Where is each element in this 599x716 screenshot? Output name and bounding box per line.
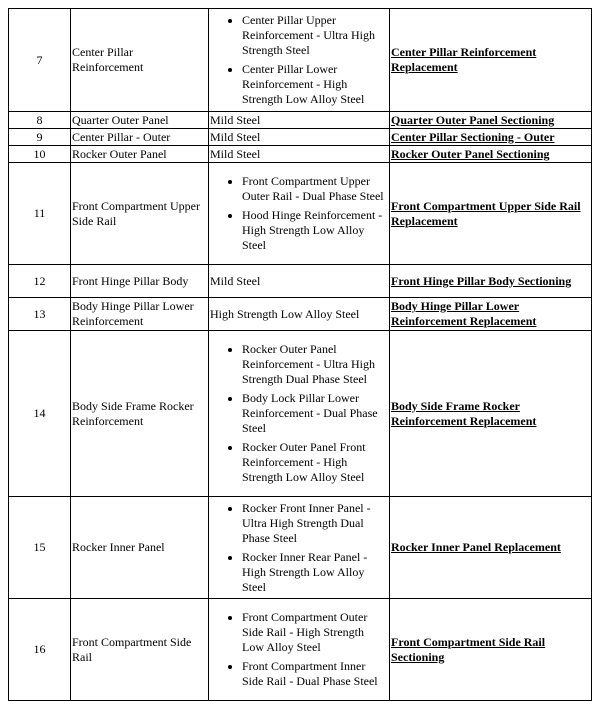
row-number: 14 bbox=[9, 331, 71, 497]
material-cell: Mild Steel bbox=[209, 112, 390, 129]
table-row bbox=[9, 9, 592, 112]
table-row bbox=[9, 112, 592, 129]
table-row bbox=[9, 265, 592, 298]
row-number: 9 bbox=[9, 129, 71, 146]
material-cell: High Strength Low Alloy Steel bbox=[209, 298, 390, 331]
procedure-cell bbox=[390, 112, 592, 129]
material-cell: Mild Steel bbox=[209, 129, 390, 146]
procedure-cell bbox=[390, 146, 592, 163]
table-row bbox=[9, 298, 592, 331]
procedure-link[interactable]: Center Pillar Reinforcement Replacement bbox=[391, 45, 537, 74]
procedure-link[interactable]: Rocker Outer Panel Sectioning bbox=[391, 146, 550, 161]
part-name: Body Hinge Pillar Lower Reinforcement bbox=[71, 298, 209, 331]
procedure-cell bbox=[390, 9, 592, 112]
row-number: 10 bbox=[9, 146, 71, 163]
procedure-cell bbox=[390, 331, 592, 497]
material-item: • Rocker Inner Rear Panel - High Strength Low Alloy Steel bbox=[242, 550, 388, 595]
row-number: 13 bbox=[9, 298, 71, 331]
part-name: Front Compartment Upper Side Rail bbox=[71, 163, 209, 265]
procedure-link[interactable]: Center Pillar Sectioning - Outer bbox=[391, 129, 555, 144]
row-number: 15 bbox=[9, 497, 71, 599]
procedure-cell bbox=[390, 129, 592, 146]
material-cell bbox=[209, 163, 390, 265]
procedure-link[interactable]: Quarter Outer Panel Sectioning bbox=[391, 112, 555, 127]
table-row bbox=[9, 146, 592, 163]
material-cell: Mild Steel bbox=[209, 146, 390, 163]
table-row bbox=[9, 129, 592, 146]
material-item: • Rocker Front Inner Panel - Ultra High Strength Dual Phase Steel bbox=[242, 501, 388, 546]
material-item: • Rocker Outer Panel Front Reinforcement - High Strength Low Alloy Steel bbox=[242, 440, 388, 485]
table-row bbox=[9, 497, 592, 599]
procedure-link[interactable]: Front Compartment Upper Side Rail Replacement bbox=[391, 198, 581, 228]
procedure-link[interactable]: Body Hinge Pillar Lower Reinforcement Replacement bbox=[391, 299, 537, 328]
material-cell bbox=[209, 599, 390, 701]
material-cell bbox=[209, 9, 390, 112]
procedure-cell bbox=[390, 497, 592, 599]
part-name: Quarter Outer Panel bbox=[71, 112, 209, 129]
material-cell bbox=[209, 331, 390, 497]
row-number: 11 bbox=[9, 163, 71, 265]
part-name: Front Hinge Pillar Body bbox=[71, 265, 209, 298]
procedure-link[interactable]: Front Compartment Side Rail Sectioning bbox=[391, 634, 546, 664]
procedure-cell bbox=[390, 298, 592, 331]
material-item: • Front Compartment Inner Side Rail - Dual Phase Steel bbox=[242, 659, 388, 689]
row-number: 8 bbox=[9, 112, 71, 129]
procedure-link[interactable]: Body Side Frame Rocker Reinforcement Replacement bbox=[391, 398, 537, 428]
table-row bbox=[9, 331, 592, 497]
part-name: Rocker Inner Panel bbox=[71, 497, 209, 599]
material-list bbox=[210, 174, 388, 253]
material-cell: Mild Steel bbox=[209, 265, 390, 298]
parts-table bbox=[8, 8, 592, 701]
material-list bbox=[210, 610, 388, 689]
procedure-cell bbox=[390, 265, 592, 298]
part-name: Front Compartment Side Rail bbox=[71, 599, 209, 701]
material-list bbox=[210, 501, 388, 595]
material-item: • Hood Hinge Reinforcement - High Strength Low Alloy Steel bbox=[242, 208, 388, 253]
material-list bbox=[210, 13, 388, 107]
material-item: • Center Pillar Lower Reinforcement - High Strength Low Alloy Steel bbox=[242, 62, 388, 107]
table-row bbox=[9, 163, 592, 265]
row-number: 16 bbox=[9, 599, 71, 701]
table-row bbox=[9, 599, 592, 701]
material-cell bbox=[209, 497, 390, 599]
part-name: Center Pillar - Outer bbox=[71, 129, 209, 146]
material-item: • Front Compartment Outer Side Rail - High Strength Low Alloy Steel bbox=[242, 610, 388, 655]
procedure-cell bbox=[390, 599, 592, 701]
procedure-link[interactable]: Front Hinge Pillar Body Sectioning bbox=[391, 273, 572, 288]
row-number: 7 bbox=[9, 9, 71, 112]
part-name: Body Side Frame Rocker Reinforcement bbox=[71, 331, 209, 497]
procedure-link[interactable]: Rocker Inner Panel Replacement bbox=[391, 540, 561, 554]
material-list bbox=[210, 342, 388, 485]
material-item: • Rocker Outer Panel Reinforcement - Ultra High Strength Dual Phase Steel bbox=[242, 342, 388, 387]
procedure-cell bbox=[390, 163, 592, 265]
material-item: • Body Lock Pillar Lower Reinforcement - Dual Phase Steel bbox=[242, 391, 388, 436]
part-name: Center Pillar Reinforcement bbox=[71, 9, 209, 112]
part-name: Rocker Outer Panel bbox=[71, 146, 209, 163]
material-item: • Front Compartment Upper Outer Rail - Dual Phase Steel bbox=[242, 174, 388, 204]
row-number: 12 bbox=[9, 265, 71, 298]
material-item: • Center Pillar Upper Reinforcement - Ultra High Strength Steel bbox=[242, 13, 388, 58]
